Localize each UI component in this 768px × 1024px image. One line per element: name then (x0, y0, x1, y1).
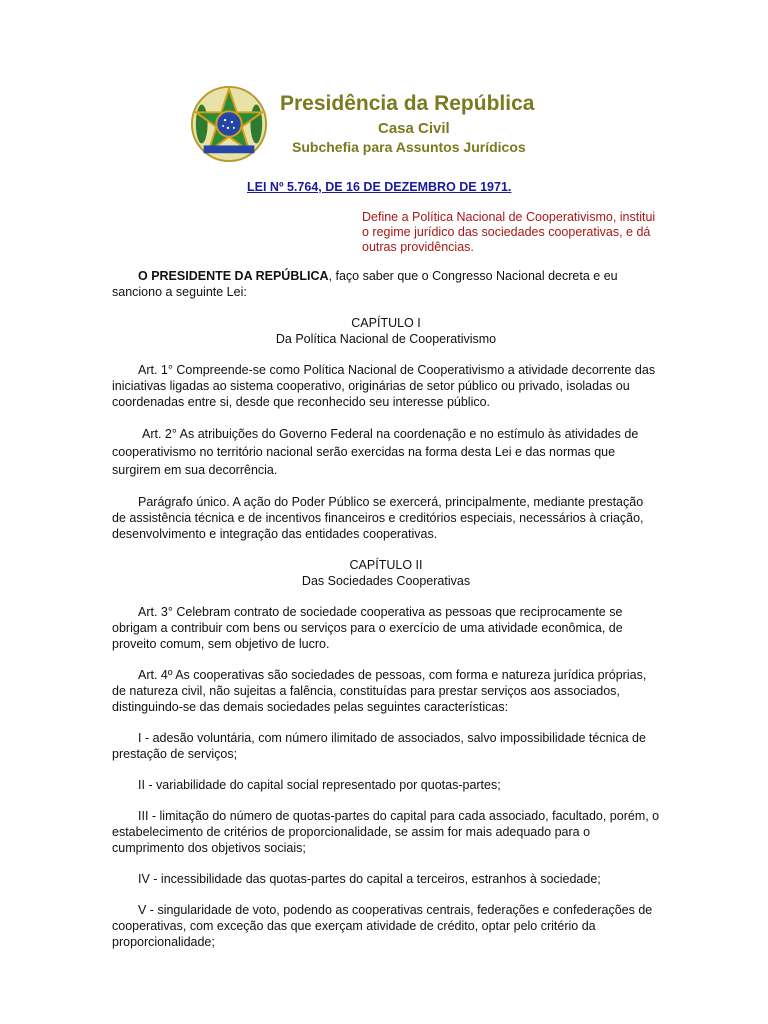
paragrafo-unico: Parágrafo único. A ação do Poder Público se exercerá, principalmente, mediante prestação de assistência técnica e de incentivos financeiros e creditórios especiais, necessários à criação, desenvolvimento e integração das entidades cooperativas. (112, 495, 644, 541)
chapter-title: Da Política Nacional de Cooperativismo (275, 332, 497, 346)
chapter-label: CAPÍTULO II (349, 558, 423, 572)
preamble-text: , faço saber que o Congresso Nacional decreta e eu sanciono a seguinte Lei: (112, 269, 618, 299)
preamble (112, 268, 660, 300)
article-3: Art. 3° Celebram contrato de sociedade cooperativa as pessoas que reciprocamente se obrigam a contribuir com bens ou serviços para o exercício de uma atividade econômica, de proveito comum, sem objetivo de lucro. (112, 605, 623, 651)
page-title: Presidência da República (280, 92, 535, 115)
article-1: Art. 1° Compreende-se como Política Nacional de Cooperativismo a atividade decorrente das iniciativas ligadas ao sistema cooperativo, originárias de setor público ou privado, isoladas ou coordenadas entre si, desde que reconhecido seu interesse público. (112, 363, 656, 409)
law-body (112, 268, 660, 965)
inciso-4: IV - incessibilidade das quotas-partes do capital a terceiros, estranhos à sociedade; (138, 872, 601, 886)
chapter-1-heading (112, 315, 660, 347)
inciso-2: II - variabilidade do capital social representado por quotas-partes; (138, 778, 501, 792)
subtitle-casa-civil: Casa Civil (378, 120, 450, 137)
article-4: Art. 4º As cooperativas são sociedades de pessoas, com forma e natureza jurídica próprias, de natureza civil, não sujeitas a falência, constituídas para prestar serviços aos associados, distinguindo-se das demais sociedades pelas seguintes características: (112, 668, 647, 714)
chapter-title: Das Sociedades Cooperativas (301, 574, 471, 588)
article-2: Art. 2° As atribuições do Governo Federal na coordenação e no estímulo às atividades de cooperativismo no território nacional serão exercidas na forma desta Lei e das normas que surgirem em sua decorrência. (112, 427, 639, 477)
inciso-5: V - singularidade de voto, podendo as cooperativas centrais, federações e confederações de cooperativas, com exceção das que exerçam atividade de crédito, optar pelo critério da proporcionalidade; (112, 903, 653, 949)
preamble-bold: O PRESIDENTE DA REPÚBLICA (138, 269, 329, 283)
inciso-1: I - adesão voluntária, com número ilimitado de associados, salvo impossibilidade técnica de prestação de serviços; (112, 731, 646, 761)
chapter-2-heading (112, 557, 660, 589)
law-title-link[interactable]: LEI Nº 5.764, DE 16 DE DEZEMBRO DE 1971. (247, 180, 512, 194)
inciso-3: III - limitação do número de quotas-partes do capital para cada associado, facultado, porém, o estabelecimento de critérios de proporcionalidade, se assim for mais adequado para o cumprimento dos objetivos sociais; (112, 809, 660, 855)
page-header (0, 0, 768, 170)
chapter-label: CAPÍTULO I (351, 316, 421, 330)
brazil-coat-of-arms-icon (190, 85, 268, 163)
subtitle-subchefia: Subchefia para Assuntos Jurídicos (292, 139, 526, 155)
law-ementa: Define a Política Nacional de Cooperativismo, institui o regime jurídico das sociedades cooperativas, e dá outras providências. (362, 210, 656, 254)
